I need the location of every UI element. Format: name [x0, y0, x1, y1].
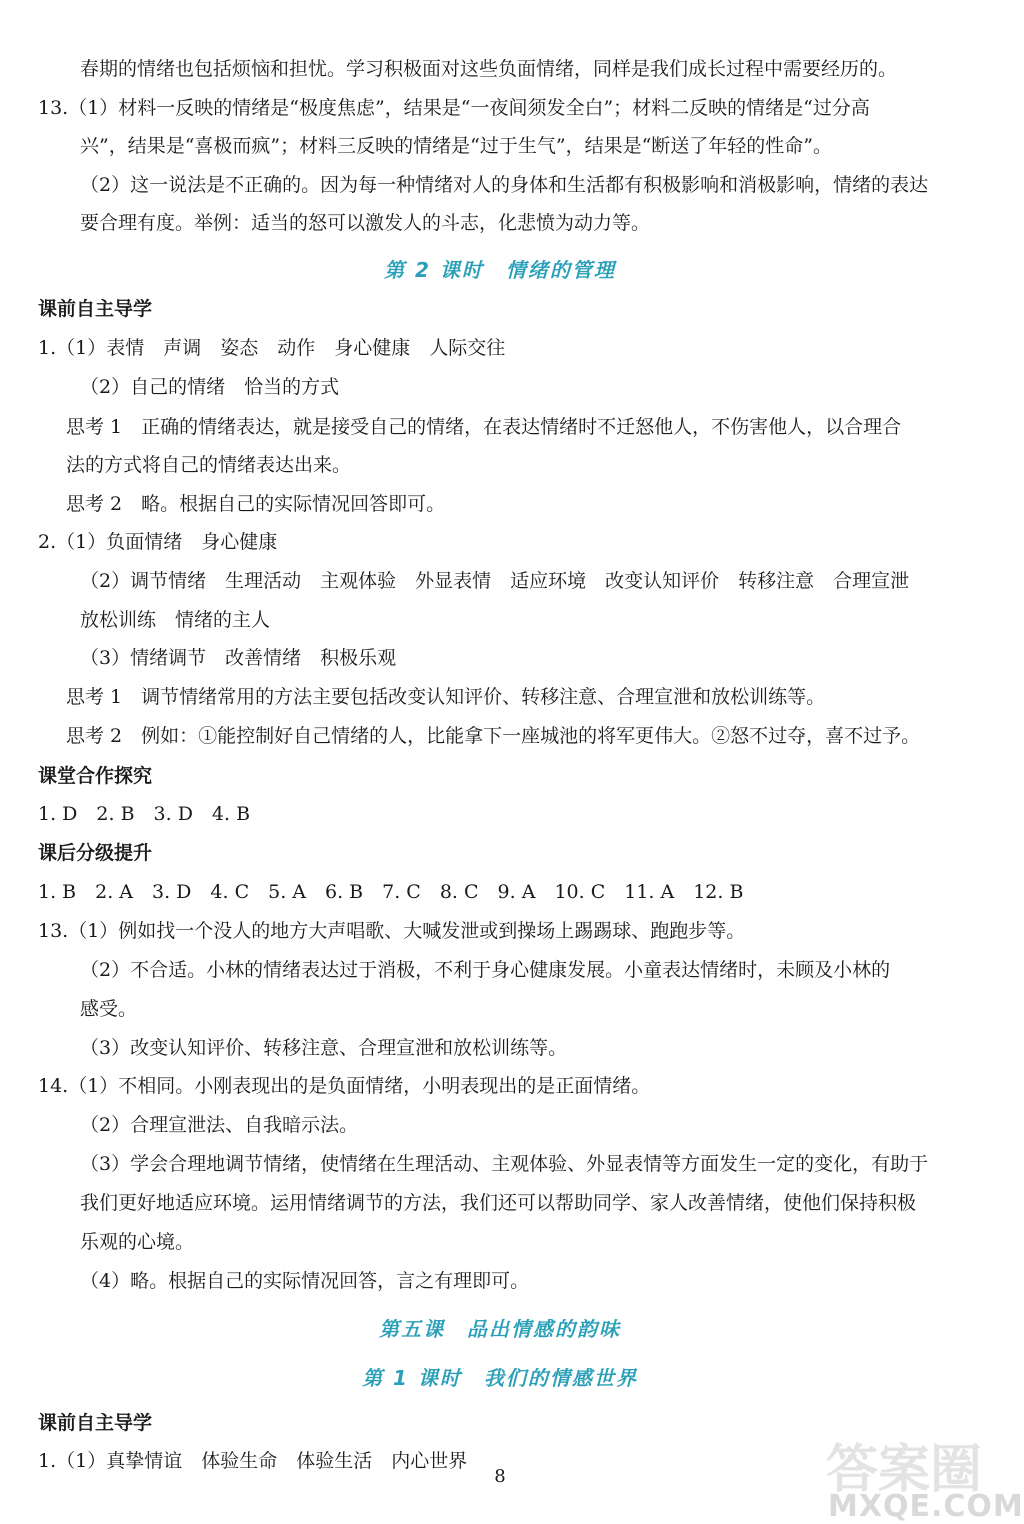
page-number: 8 [494, 1466, 506, 1487]
text-line: 要合理有度。举例：适当的怒可以激发人的斗志，化悲愤为动力等。 [80, 212, 651, 234]
text-line: 感受。 [80, 998, 138, 1020]
section-heading: 课堂合作探究 [38, 765, 153, 787]
text-line: 思考 1 调节情绪常用的方法主要包括改变认知评价、转移注意、合理宣泄和放松训练等。 [66, 686, 826, 708]
unit-title: 第五课 品出情感的韵味 [379, 1317, 621, 1341]
section-heading: 课前自主导学 [38, 1412, 153, 1434]
text-line: 1. D 2. B 3. D 4. B [38, 803, 251, 825]
text-line: （3）情绪调节 改善情绪 积极乐观 [80, 647, 397, 669]
text-line: （2）自己的情绪 恰当的方式 [80, 376, 340, 398]
text-line: （2）调节情绪 生理活动 主观体验 外显表情 适应环境 改变认知评价 转移注意 合理宣泄 [80, 570, 910, 592]
text-line: 放松训练 情绪的主人 [80, 609, 271, 631]
text-line: 2.（1）负面情绪 身心健康 [38, 531, 278, 553]
text-line: （3）改变认知评价、转移注意、合理宣泄和放松训练等。 [80, 1037, 568, 1059]
text-line: 思考 2 略。根据自己的实际情况回答即可。 [66, 493, 446, 515]
text-line: 我们更好地适应环境。运用情绪调节的方法，我们还可以帮助同学、家人改善情绪，使他们保持积极 [80, 1192, 917, 1214]
text-line: 乐观的心境。 [80, 1231, 195, 1253]
section-heading: 课前自主导学 [38, 298, 153, 320]
section-heading: 课后分级提升 [38, 842, 153, 864]
text-line: 1.（1）表情 声调 姿态 动作 身心健康 人际交往 [38, 337, 506, 359]
watermark-logo [820, 1425, 1024, 1524]
text-line: 春期的情绪也包括烦恼和担忧。学习积极面对这些负面情绪，同样是我们成长过程中需要经历的。 [80, 58, 898, 80]
text-line: 1.（1）真挚情谊 体验生命 体验生活 内心世界 [38, 1450, 468, 1472]
text-line: 14.（1）不相同。小刚表现出的是负面情绪，小明表现出的是正面情绪。 [38, 1075, 651, 1097]
lesson-title: 第 2 课时 情绪的管理 [384, 258, 616, 282]
text-line: （4）略。根据自己的实际情况回答，言之有理即可。 [80, 1270, 530, 1292]
text-line: 法的方式将自己的情绪表达出来。 [66, 454, 352, 476]
text-line: （3）学会合理地调节情绪，使情绪在生理活动、主观体验、外显表情等方面发生一定的变化，有助于 [80, 1153, 929, 1175]
text-line: （2）这一说法是不正确的。因为每一种情绪对人的身体和生活都有积极影响和消极影响，情绪的表达 [80, 174, 929, 196]
text-line: 13.（1）材料一反映的情绪是“极度焦虑”，结果是“一夜间须发全白”；材料二反映的情绪是“过分高 [38, 97, 870, 119]
text-line: 思考 1 正确的情绪表达，就是接受自己的情绪，在表达情绪时不迁怒他人，不伤害他人，以合理合 [66, 416, 902, 438]
text-line: 兴”，结果是“喜极而疯”；材料三反映的情绪是“过于生气”，结果是“断送了年轻的性命”。 [80, 135, 832, 157]
watermark-cn: 答案圈 [826, 1440, 983, 1500]
text-line: （2）合理宣泄法、自我暗示法。 [80, 1114, 359, 1136]
lesson-title: 第 1 课时 我们的情感世界 [362, 1366, 638, 1390]
watermark-url: MXQE.COM [828, 1489, 1024, 1524]
text-line: 思考 2 例如：①能控制好自己情绪的人，比能拿下一座城池的将军更伟大。②怒不过夺，喜不过予。 [66, 725, 921, 747]
text-line: （2）不合适。小林的情绪表达过于消极，不利于身心健康发展。小童表达情绪时，未顾及小林的 [80, 959, 891, 981]
text-line: 13.（1）例如找一个没人的地方大声唱歌、大喊发泄或到操场上踢踢球、跑跑步等。 [38, 920, 746, 942]
text-line: 1. B 2. A 3. D 4. C 5. A 6. B 7. C 8. C 9. A 10. C 11. A 12. B [38, 881, 744, 903]
